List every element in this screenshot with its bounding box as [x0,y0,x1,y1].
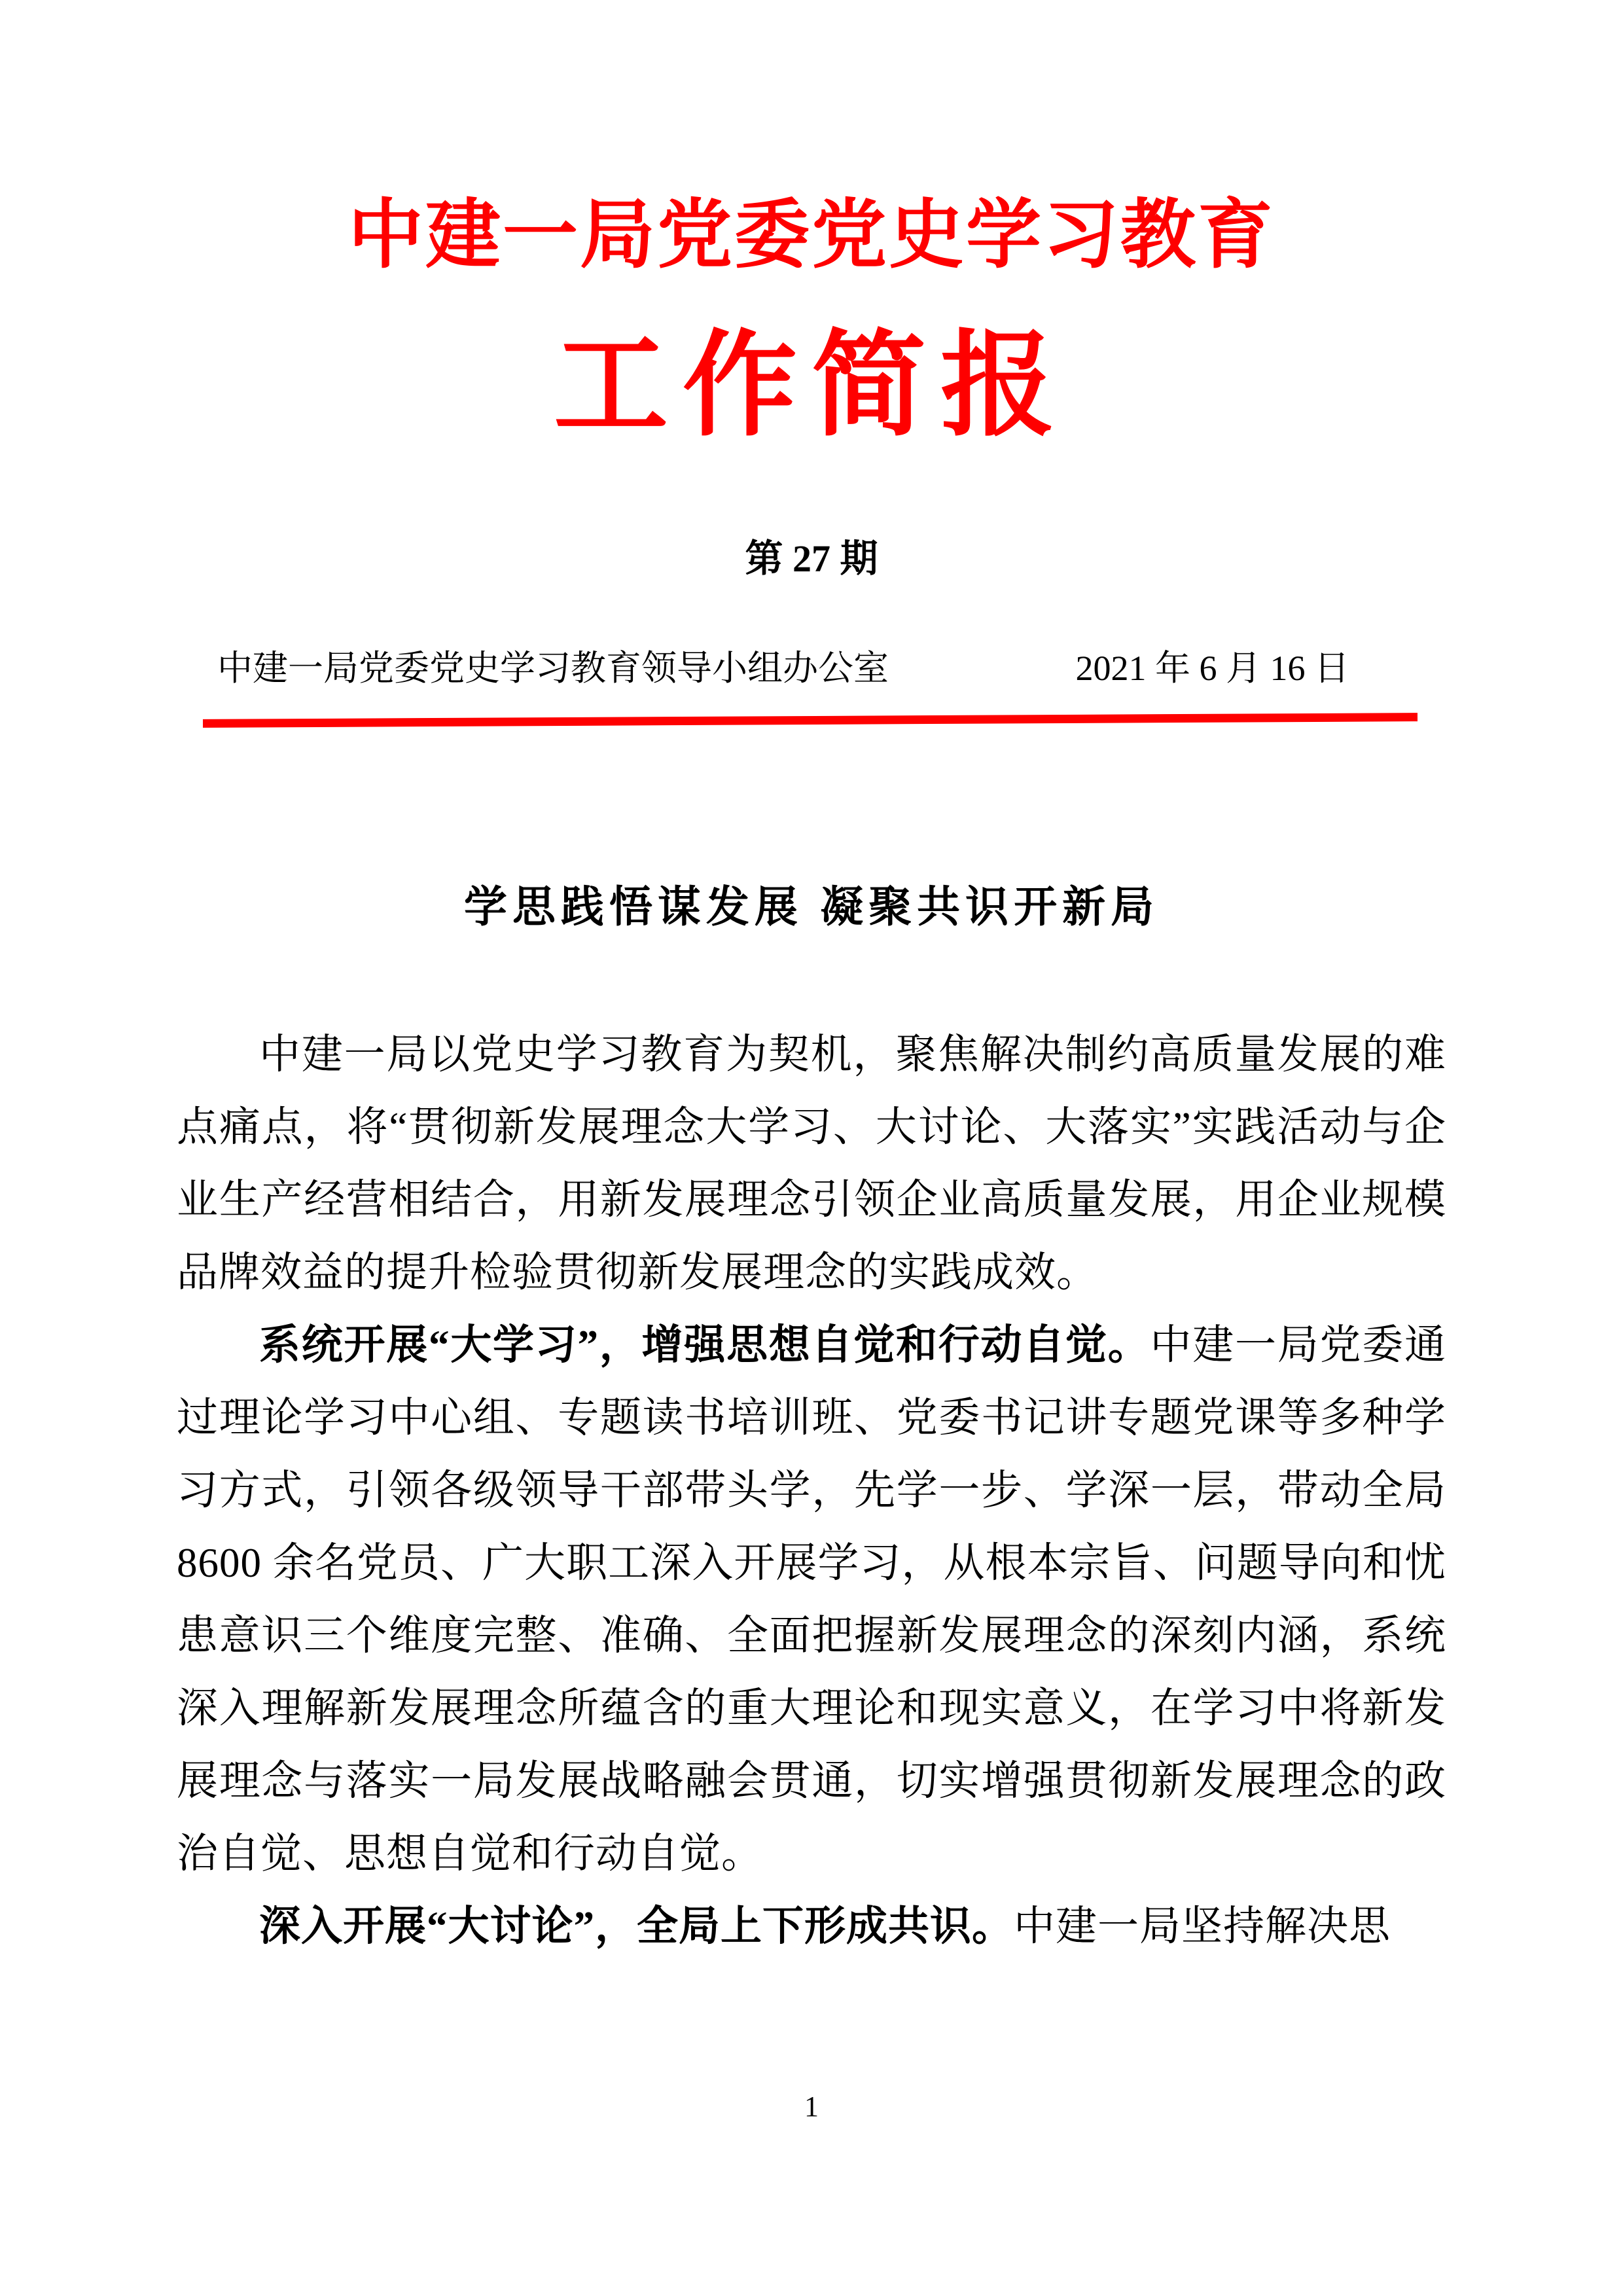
masthead-divider-rule [203,713,1418,728]
article-body [177,1018,1446,1963]
paragraph-bold-lead: 系统开展“大学习”，增强思想自觉和行动自觉。 [259,1322,1150,1368]
paragraph [177,1018,1446,1309]
issue-number: 第 27 期 [745,537,878,580]
page-number: 1 [804,2090,819,2123]
paragraph-text: 中建一局以党史学习教育为契机，聚焦解决制约高质量发展的难点痛点，将“贯彻新发展理念大学习、大讨论、大落实”实践活动与企业生产经营相结合，用新发展理念引领企业高质量发展，用企业规模品牌效益的提升检验贯彻新发展理念的实践成效。 [177,1031,1446,1295]
paragraph-text: 中建一局坚持解决思 [1014,1903,1391,1949]
masthead-title-line2: 工作简报 [554,323,1069,450]
paragraph [177,1309,1446,1890]
paragraph-text: 中建一局党委通过理论学习中心组、专题读书培训班、党委书记讲专题党课等多种学习方式，引领各级领导干部带头学，先学一步、学深一层，带动全局 8600 余名党员、广大职工深入开展学习，从根本宗旨、问题导向和忧患意识三个维度完整、准确、全面把握新发展理念的深刻内涵，系统深入理解新发展理念所蕴含的重大理论和现实意义，在学习中将新发展理念与落实一局发展战略融会贯通，切实增强贯彻新发展理念的政治自觉、思想自觉和行动自觉。 [177,1322,1446,1876]
org-date-row [177,645,1446,691]
issuing-office: 中建一局党委党史学习教育领导小组办公室 [217,649,889,688]
paragraph-bold-lead: 深入开展“大讨论”，全局上下形成共识。 [259,1903,1014,1949]
issue-date: 2021 年 6 月 16 日 [1075,649,1349,688]
article-heading: 学思践悟谋发展 凝聚共识开新局 [463,882,1160,931]
paragraph [177,1890,1446,1963]
masthead-title-line1: 中建一局党委党史学习教育 [348,194,1275,277]
